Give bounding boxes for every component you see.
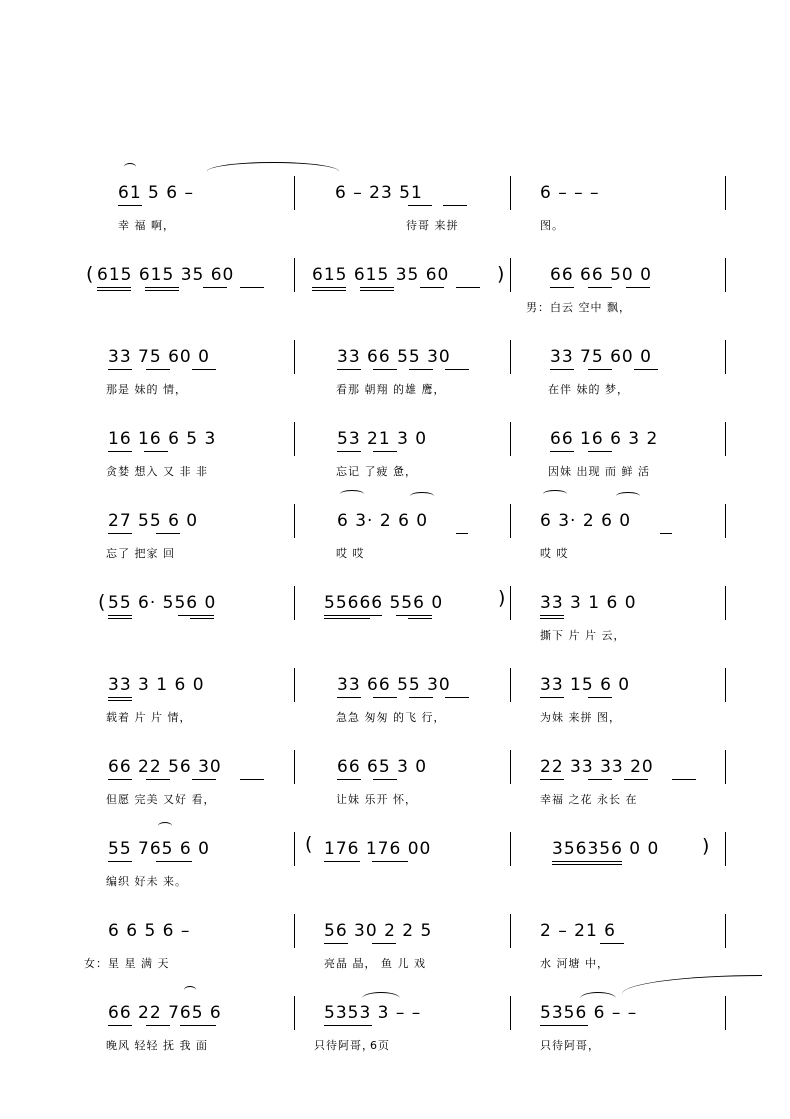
underline bbox=[540, 697, 564, 698]
bar-line bbox=[294, 258, 295, 292]
bar-line bbox=[294, 668, 295, 702]
underline bbox=[312, 290, 346, 291]
lyrics-r10-m2: 亮晶 晶， 鱼 儿 戏 bbox=[324, 957, 426, 970]
slur-arc bbox=[543, 490, 567, 498]
underline bbox=[420, 287, 444, 288]
underline bbox=[240, 779, 264, 780]
notes-r3-m3: 33 75 60 0 bbox=[550, 347, 652, 367]
bar-line bbox=[725, 750, 726, 784]
underline bbox=[108, 618, 132, 619]
lyrics-r1-m3: 图。 bbox=[540, 219, 564, 232]
underline bbox=[190, 618, 214, 619]
notes-r10-m3: 2 – 21 6 bbox=[540, 921, 616, 941]
notes-r6-m2: 55666 556 0 bbox=[324, 593, 444, 613]
underline bbox=[108, 533, 132, 534]
underline bbox=[192, 779, 216, 780]
notes-r2-m1: 615 615 35 60 bbox=[97, 265, 235, 285]
lyrics-r4-m3: 因妹 出现 而 鲜 活 bbox=[548, 465, 650, 478]
notes-r7-m2: 33 66 55 30 bbox=[337, 675, 451, 695]
notes-r5-m2: 6 3· 2 6 0 bbox=[337, 511, 429, 531]
notes-r6-m1: 55 6· 556 0 bbox=[108, 593, 217, 613]
underline bbox=[373, 369, 397, 370]
lyrics-r5-m2: 哎 哎 bbox=[336, 547, 365, 560]
notes-r8-m2: 66 65 3 0 bbox=[337, 757, 428, 777]
underline bbox=[146, 779, 170, 780]
bar-line bbox=[725, 504, 726, 538]
underline bbox=[445, 369, 469, 370]
lyrics-r3-m1: 那是 妹的 情， bbox=[106, 383, 187, 396]
notes-r2-m3: 66 66 50 0 bbox=[550, 265, 652, 285]
underline bbox=[180, 1025, 216, 1026]
close-paren: ) bbox=[702, 835, 710, 857]
underline bbox=[156, 533, 180, 534]
lyrics-r2-m3: 男：白云 空中 飘， bbox=[526, 301, 631, 314]
notes-r6-m3: 33 3 1 6 0 bbox=[540, 593, 637, 613]
lyrics-r8-m1: 但愿 完美 又好 看， bbox=[106, 793, 216, 806]
bar-line bbox=[510, 504, 511, 538]
underline bbox=[540, 1025, 588, 1026]
underline bbox=[373, 779, 397, 780]
underline bbox=[408, 205, 432, 206]
slur-arc bbox=[207, 162, 339, 181]
slur-arc bbox=[184, 986, 196, 994]
slur-arc bbox=[410, 492, 434, 500]
underline bbox=[550, 451, 574, 452]
bar-line bbox=[294, 504, 295, 538]
bar-line bbox=[725, 996, 726, 1030]
bar-line bbox=[294, 832, 295, 866]
underline bbox=[108, 697, 132, 698]
underline bbox=[540, 779, 564, 780]
underline bbox=[108, 451, 132, 452]
bar-line bbox=[294, 996, 295, 1030]
lyrics-r5-m3: 哎 哎 bbox=[540, 547, 569, 560]
bar-line bbox=[294, 914, 295, 948]
underline bbox=[360, 287, 394, 288]
notes-r7-m3: 33 15 6 0 bbox=[540, 675, 631, 695]
notes-r3-m1: 33 75 60 0 bbox=[108, 347, 210, 367]
underline bbox=[108, 1025, 132, 1026]
underline bbox=[373, 451, 397, 452]
underline bbox=[312, 287, 346, 288]
underline bbox=[108, 779, 132, 780]
bar-line bbox=[725, 340, 726, 374]
bar-line bbox=[510, 422, 511, 456]
underline bbox=[456, 533, 468, 534]
bar-line bbox=[510, 750, 511, 784]
lyrics-r7-m1: 载着 片 片 情， bbox=[106, 711, 192, 724]
underline bbox=[108, 615, 132, 616]
underline bbox=[588, 779, 612, 780]
notes-r11-m2: 5353 3 – – bbox=[324, 1003, 422, 1023]
underline bbox=[145, 290, 179, 291]
notes-r1-m2: 6 – 23 51 bbox=[335, 183, 423, 203]
lyrics-r9-m1: 编织 好未 来。 bbox=[106, 875, 187, 888]
notes-r8-m1: 66 22 56 30 bbox=[108, 757, 222, 777]
underline bbox=[672, 779, 696, 780]
underline bbox=[337, 369, 361, 370]
bar-line bbox=[294, 340, 295, 374]
underline bbox=[409, 369, 433, 370]
bar-line bbox=[510, 340, 511, 374]
bar-line bbox=[725, 914, 726, 948]
underline bbox=[408, 618, 432, 619]
underline bbox=[156, 861, 192, 862]
underline bbox=[324, 943, 348, 944]
lyrics-r11-m2: 只待阿哥， bbox=[314, 1039, 374, 1052]
bar-line bbox=[725, 668, 726, 702]
notes-r10-m1: 6 6 5 6 – bbox=[108, 921, 191, 941]
lyrics-r11-m1: 晚风 轻轻 抚 我 面 bbox=[106, 1039, 208, 1052]
notes-r11-m3: 5356 6 – – bbox=[540, 1003, 638, 1023]
underline bbox=[337, 451, 361, 452]
underline bbox=[146, 1025, 170, 1026]
underline bbox=[600, 943, 624, 944]
lyrics-r1-m2: 待哥 来拼 bbox=[406, 219, 459, 232]
underline bbox=[624, 779, 648, 780]
notes-r9-m2: 176 176 00 bbox=[324, 839, 432, 859]
slur-arc bbox=[616, 492, 640, 500]
underline bbox=[396, 615, 432, 616]
underline bbox=[203, 287, 227, 288]
underline bbox=[660, 533, 672, 534]
notes-r8-m3: 22 33 33 20 bbox=[540, 757, 654, 777]
underline bbox=[552, 861, 622, 862]
bar-line bbox=[510, 258, 511, 292]
underline bbox=[97, 287, 131, 288]
lyrics-r3-m2: 看那 朝翔 的雄 鹰， bbox=[336, 383, 446, 396]
underline bbox=[324, 1025, 372, 1026]
lyrics-r4-m2: 忘记 了疲 惫， bbox=[336, 465, 417, 478]
bar-line bbox=[510, 996, 511, 1030]
bar-line bbox=[725, 422, 726, 456]
notes-r4-m1: 16 16 6 5 3 bbox=[108, 429, 217, 449]
lyrics-r4-m1: 贪婪 想入 又 非 非 bbox=[106, 465, 208, 478]
underline bbox=[550, 369, 574, 370]
underline bbox=[372, 861, 408, 862]
page-label: 6页 bbox=[370, 1039, 390, 1052]
lyrics-r8-m3: 幸福 之花 永长 在 bbox=[540, 793, 638, 806]
lyrics-r3-m3: 在伴 妹的 梦， bbox=[548, 383, 629, 396]
underline bbox=[146, 369, 170, 370]
bar-line bbox=[294, 750, 295, 784]
underline bbox=[108, 700, 132, 701]
notes-r5-m3: 6 3· 2 6 0 bbox=[540, 511, 632, 531]
bar-line bbox=[725, 176, 726, 210]
underline bbox=[108, 861, 132, 862]
lyrics-r7-m2: 急急 匆匆 的飞 行， bbox=[336, 711, 446, 724]
bar-line bbox=[510, 914, 511, 948]
underline bbox=[588, 287, 612, 288]
bar-line bbox=[294, 422, 295, 456]
underline bbox=[108, 369, 132, 370]
bar-line bbox=[725, 258, 726, 292]
underline bbox=[626, 287, 650, 288]
underline bbox=[144, 451, 168, 452]
underline bbox=[373, 697, 397, 698]
underline bbox=[443, 205, 467, 206]
bar-line bbox=[725, 586, 726, 620]
lyrics-r8-m2: 让妹 乐开 怀， bbox=[336, 793, 417, 806]
open-paren: ( bbox=[98, 591, 106, 613]
underline bbox=[97, 290, 131, 291]
slur-arc bbox=[158, 822, 172, 830]
underline bbox=[360, 290, 394, 291]
notes-r4-m3: 66 16 6 3 2 bbox=[550, 429, 659, 449]
bar-line bbox=[510, 668, 511, 702]
notes-r1-m3: 6 – – – bbox=[540, 183, 600, 203]
close-paren: ) bbox=[497, 263, 505, 285]
underline bbox=[178, 615, 214, 616]
close-paren: ) bbox=[498, 587, 506, 609]
slur-arc bbox=[340, 490, 364, 498]
underline bbox=[552, 864, 622, 865]
open-paren: ( bbox=[305, 833, 313, 855]
underline bbox=[192, 369, 216, 370]
underline bbox=[145, 287, 179, 288]
bar-line bbox=[725, 832, 726, 866]
underline bbox=[540, 618, 564, 619]
underline bbox=[337, 697, 361, 698]
underline bbox=[118, 205, 142, 206]
bar-line bbox=[510, 832, 511, 866]
notes-r9-m1: 55 765 6 0 bbox=[108, 839, 210, 859]
underline bbox=[588, 451, 612, 452]
underline bbox=[240, 287, 264, 288]
lyrics-r5-m1: 忘了 把家 回 bbox=[106, 547, 175, 560]
open-paren: ( bbox=[86, 263, 94, 285]
underline bbox=[588, 369, 612, 370]
notes-r5-m1: 27 55 6 0 bbox=[108, 511, 199, 531]
lyrics-r1-m1: 幸 福 啊， bbox=[118, 219, 175, 232]
notes-r4-m2: 53 21 3 0 bbox=[337, 429, 428, 449]
lyrics-r10-m1: 女：星 星 满 天 bbox=[84, 957, 170, 970]
notes-r2-m2: 615 615 35 60 bbox=[312, 265, 450, 285]
lyrics-r7-m3: 为妹 来拼 图， bbox=[540, 711, 621, 724]
underline bbox=[540, 615, 564, 616]
lyrics-r11-m3: 只待阿哥， bbox=[540, 1039, 600, 1052]
notes-r11-m1: 66 22 765 6 bbox=[108, 1003, 222, 1023]
underline bbox=[324, 615, 382, 616]
underline bbox=[456, 287, 480, 288]
underline bbox=[550, 287, 574, 288]
bar-line bbox=[510, 586, 511, 620]
underline bbox=[445, 697, 469, 698]
underline bbox=[409, 697, 433, 698]
underline bbox=[634, 369, 658, 370]
lyrics-r10-m3: 水 河塘 中， bbox=[540, 957, 609, 970]
underline bbox=[324, 618, 370, 619]
underline bbox=[324, 861, 360, 862]
tie-arc bbox=[124, 163, 136, 171]
underline bbox=[337, 779, 361, 780]
bar-line bbox=[510, 176, 511, 210]
lyrics-r6-m3: 撕下 片 片 云， bbox=[540, 629, 626, 642]
notes-r1-m1: 61 5 6 – bbox=[118, 183, 194, 203]
notes-r10-m2: 56 30 2 2 5 bbox=[324, 921, 433, 941]
notes-r9-m3: 356356 0 0 bbox=[552, 839, 660, 859]
notes-r3-m2: 33 66 55 30 bbox=[337, 347, 451, 367]
bar-line bbox=[294, 586, 295, 620]
underline bbox=[372, 943, 396, 944]
underline bbox=[588, 697, 612, 698]
bar-line bbox=[294, 176, 295, 210]
notes-r7-m1: 33 3 1 6 0 bbox=[108, 675, 205, 695]
slur-arc-continuing bbox=[622, 975, 762, 994]
